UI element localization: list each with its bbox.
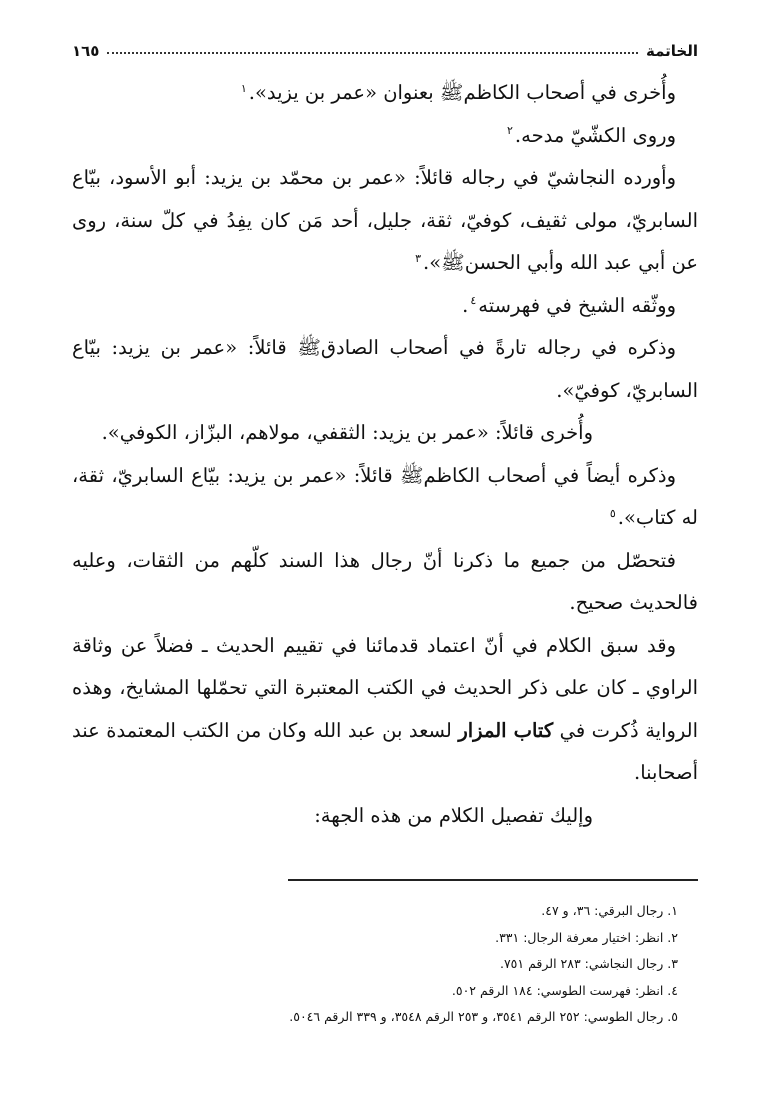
main-text bbox=[72, 72, 698, 837]
page-number: ١٦٥ bbox=[72, 42, 100, 60]
footnote-ref-5[interactable]: ٥ bbox=[609, 506, 616, 520]
footnote-ref-2[interactable]: ٢ bbox=[507, 124, 513, 137]
footnote-ref-4[interactable]: ٤ bbox=[470, 294, 477, 307]
footnote-5: ٥. رجال الطوسي: ٢٥٢ الرقم ٣٥٤١، و ٢٥٣ الرقم ٣٥٤٨، و ٣٣٩ الرقم ٥٠٤٦. bbox=[289, 1009, 678, 1024]
book-title-al-mazar: كتاب المزار bbox=[458, 718, 554, 742]
paragraph-2: وروى الكشّيّ مدحه.$^٢$ bbox=[507, 123, 676, 147]
footnote-2: ٢. انظر: اختيار معرفة الرجال: ٣٣١. bbox=[495, 929, 678, 945]
footnotes bbox=[72, 898, 698, 1031]
paragraph-4: ووثّقه الشيخ في فهرسته$^٤$. bbox=[462, 293, 676, 317]
paragraph-9: وقد سبق الكلام في أنّ اعتماد قدمائنا في تقييم الحديث ـ فضلاً عن وثاقة الراوي ـ كان على ذكر الحديث في الكتب المعتبرة التي تحمّلها المشايخ، وهذه الرواية ذُكرت في كتاب المزار لسعد بن عبد الله وكان من الكتب المعتمدة عند أصحابنا. bbox=[72, 633, 699, 784]
paragraph-1: وأُخرى في أصحاب الكاظمﷺ بعنوان «عمر بن يزيد».$^١$ bbox=[240, 81, 676, 104]
footnote-ref-1[interactable]: ١ bbox=[240, 81, 247, 95]
footnote-separator bbox=[288, 879, 698, 881]
paragraph-3: وأورده النجاشيّ في رجاله قائلاً: «عمر بن محمّد بن يزيد: أبو الأسود، بيّاع السابريّ، مولى ثقيف، كوفيّ، ثقة، جليل، أحد مَن كان يفِدُ في كلّ سنة، روى عن أبي عبد الله وأبي الحسنﷺ».$^٣$ bbox=[72, 166, 698, 274]
footnote-4: ٤. انظر: فهرست الطوسي: ١٨٤ الرقم ٥٠٢. bbox=[451, 982, 678, 998]
paragraph-8: فتحصّل من جميع ما ذكرنا أنّ رجال هذا السند كلّهم من الثقات، وعليه فالحديث صحيح. bbox=[72, 548, 698, 614]
paragraph-5: وذكره في رجاله تارةً في أصحاب الصادقﷺ قائلاً: «عمر بن يزيد: بيّاع السابريّ، كوفيّ». bbox=[72, 336, 698, 402]
footnote-1: ١. رجال البرقي: ٣٦، و ٤٧. bbox=[541, 903, 678, 918]
chapter-title: الخاتمة bbox=[645, 42, 698, 60]
paragraph-10: وإليك تفصيل الكلام من هذه الجهة: bbox=[314, 803, 593, 827]
running-header bbox=[72, 30, 698, 60]
footnote-ref-3[interactable]: ٣ bbox=[415, 251, 422, 265]
paragraph-7: وذكره أيضاً في أصحاب الكاظمﷺ قائلاً: «عمر بن يزيد: بيّاع السابريّ، ثقة، له كتاب».$^٥$ bbox=[72, 463, 698, 529]
paragraph-6: وأُخرى قائلاً: «عمر بن يزيد: الثقفي، مولاهم، البزّاز، الكوفي». bbox=[101, 421, 593, 444]
footnote-3: ٣. رجال النجاشي: ٢٨٣ الرقم ٧٥١. bbox=[499, 956, 678, 971]
header-leader-dots bbox=[107, 52, 638, 54]
